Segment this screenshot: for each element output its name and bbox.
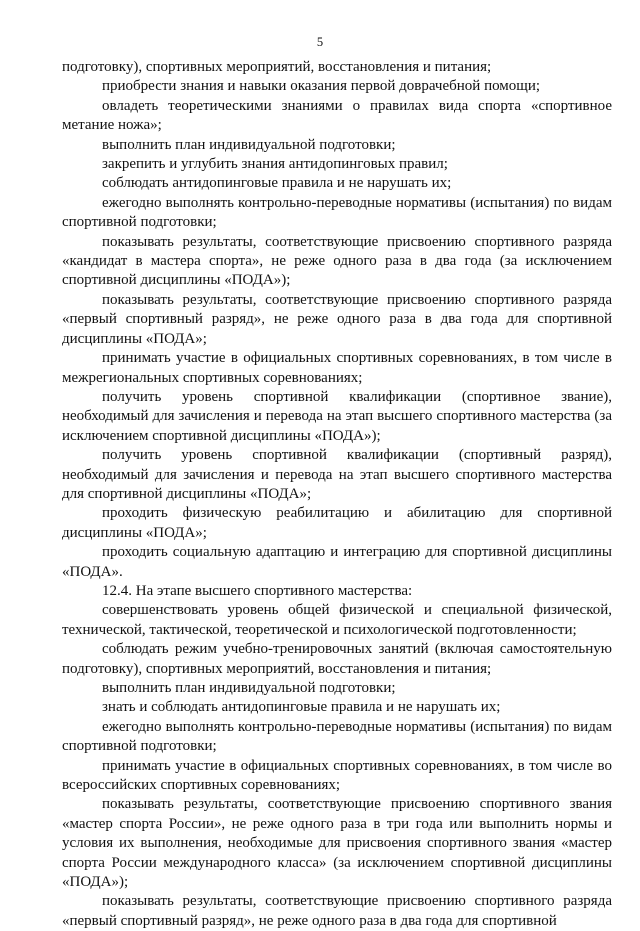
section-heading: 12.4. На этапе высшего спортивного мастерства: (102, 582, 413, 599)
paragraph: принимать участие в официальных спортивных соревнованиях, в том числе в межрегиональных спортивных соревнованиях; (62, 350, 612, 386)
paragraph: соблюдать антидопинговые правила и не нарушать их; (102, 175, 452, 192)
paragraph: показывать результаты, соответствующие присвоению спортивного разряда «первый спортивный разряд», не реже одного раза в два года для спортивной (62, 893, 612, 929)
paragraph: ежегодно выполнять контрольно-переводные нормативы (испытания) по видам спортивной подготовки; (62, 718, 612, 755)
paragraph: соблюдать режим учебно-тренировочных занятий (включая самостоятельную подготовку), спортивных мероприятий, восстановления и питания; (62, 641, 612, 677)
paragraph: приобрести знания и навыки оказания первой доврачебной помощи; (102, 78, 541, 95)
paragraph: получить уровень спортивной квалификации (спортивный разряд), необходимый для зачисления и перевода на этап высшего спортивного мастерства для спортивной дисциплины «ПОДА»; (62, 447, 612, 502)
paragraph: проходить физическую реабилитацию и абилитацию для спортивной дисциплины «ПОДА»; (62, 505, 612, 541)
paragraph: совершенствовать уровень общей физической и специальной физической, технической, тактической, теоретической и психологической подготовленности; (62, 602, 612, 638)
paragraph: овладеть теоретическими знаниями о правилах вида спорта «спортивное метание ножа»; (62, 97, 612, 134)
paragraph: выполнить план индивидуальной подготовки; (102, 680, 396, 696)
paragraph: проходить социальную адаптацию и интеграцию для спортивной дисциплины «ПОДА». (62, 544, 612, 580)
paragraph: показывать результаты, соответствующие присвоению спортивного разряда «первый спортивный разряд», не реже одного раза в два года для спортивной дисциплины «ПОДА»; (62, 291, 612, 347)
paragraph: принимать участие в официальных спортивных соревнованиях, в том числе во всероссийских спортивных соревнованиях; (62, 757, 612, 794)
paragraph: выполнить план индивидуальной подготовки; (102, 136, 396, 153)
document-body (62, 58, 612, 931)
paragraph: показывать результаты, соответствующие присвоению спортивного звания «мастер спорта России», не реже одного раза в три года или выполнить нормы и условия их выполнения, необходимые для присвоения спортивного звания «мастер спорта России международного класса» (за исключением спортивной дисциплины «ПОДА»); (62, 796, 612, 891)
paragraph: подготовку), спортивных мероприятий, восстановления и питания; (62, 59, 492, 75)
paragraph: закрепить и углубить знания антидопинговых правил; (102, 156, 448, 173)
page-number: 5 (316, 35, 324, 49)
paragraph: ежегодно выполнять контрольно-переводные нормативы (испытания) по видам спортивной подготовки; (62, 194, 612, 231)
paragraph: получить уровень спортивной квалификации (спортивное звание), необходимый для зачисления и перевода на этап высшего спортивного мастерства (за исключением спортивной дисциплины «ПОДА»); (62, 388, 612, 444)
paragraph: показывать результаты, соответствующие присвоению спортивного разряда «кандидат в мастера спорта», не реже одного раза в два года (за исключением спортивной дисциплины «ПОДА»); (62, 233, 612, 289)
paragraph: знать и соблюдать антидопинговые правила и не нарушать их; (102, 699, 501, 716)
